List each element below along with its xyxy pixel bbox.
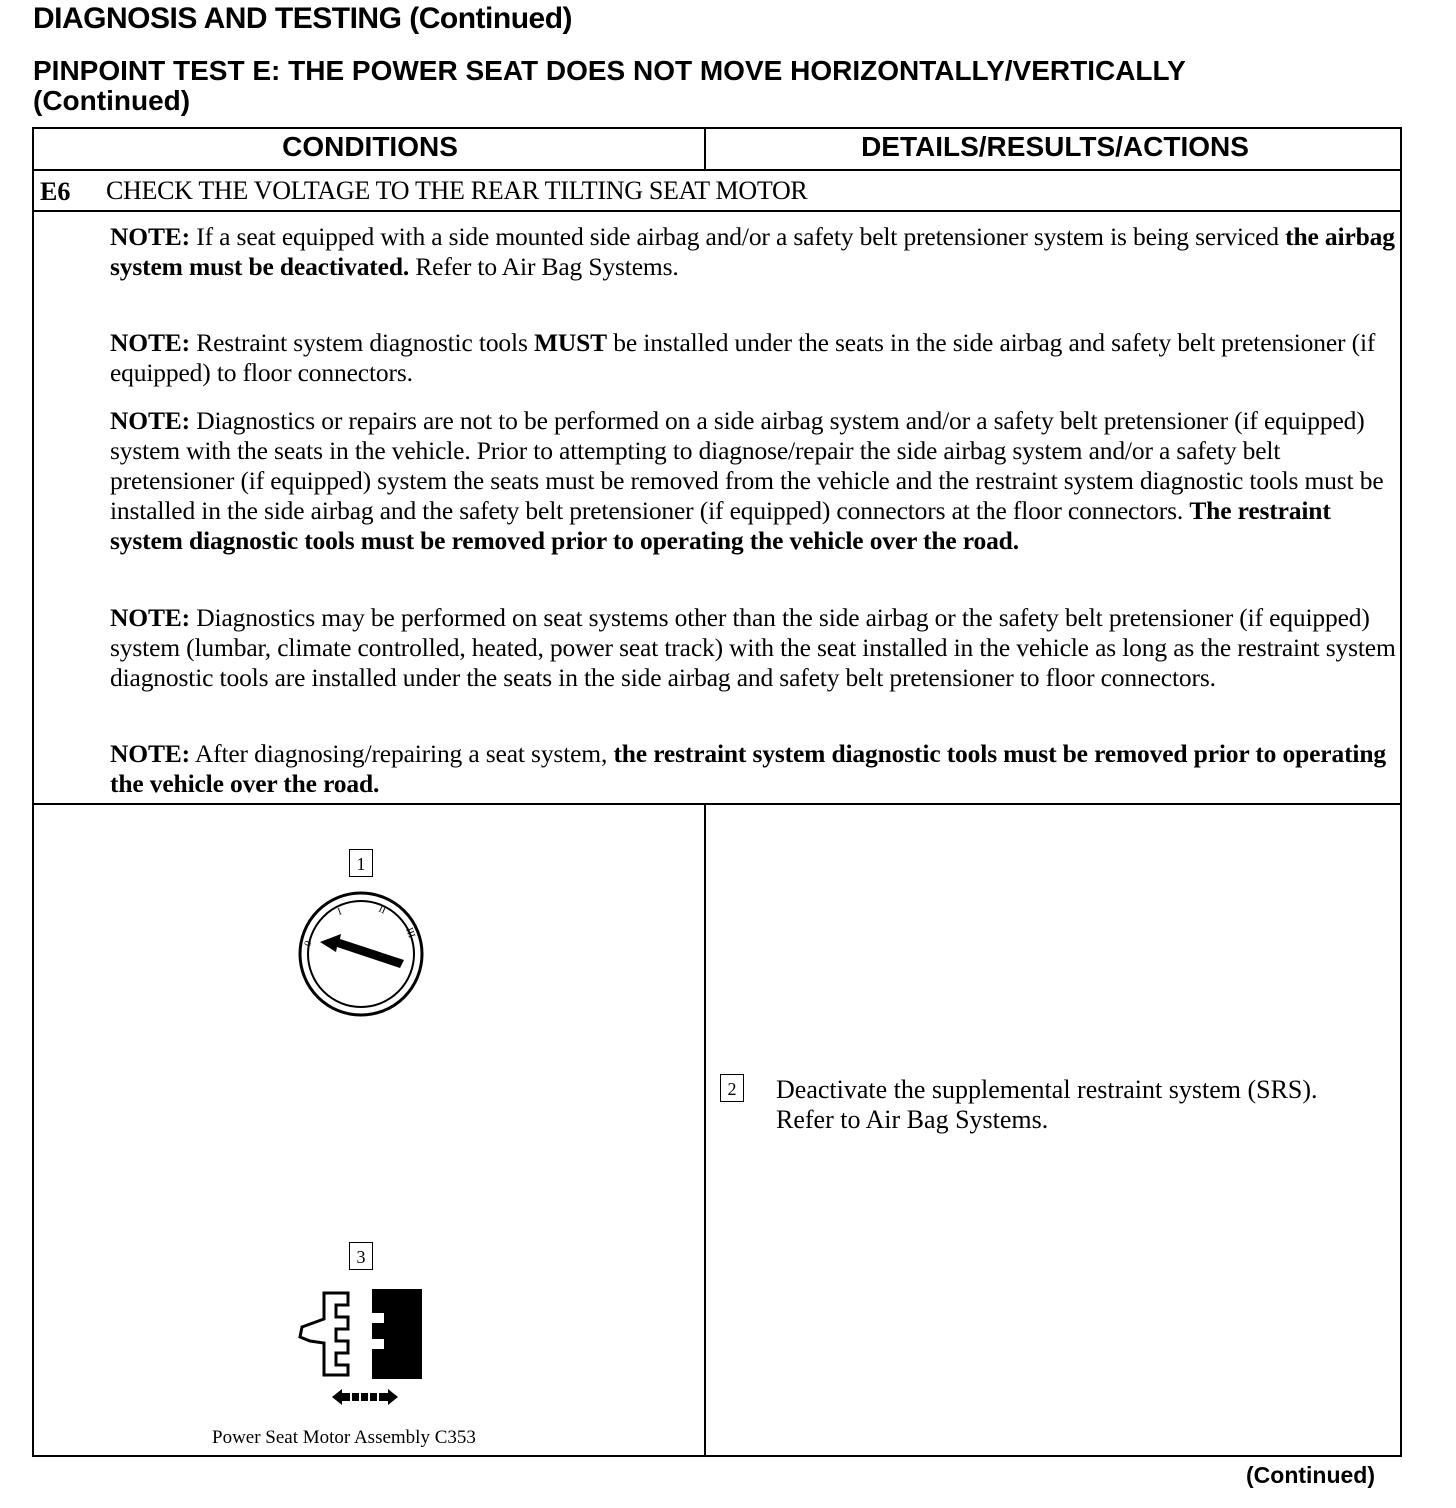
connector-icon [296, 1279, 436, 1414]
note-label: NOTE: [110, 328, 191, 357]
ignition-position-0: 0 [302, 939, 315, 949]
ignition-position-3: III [403, 926, 417, 940]
pinpoint-test-table [32, 127, 1402, 1457]
note-text: Diagnostics may be performed on seat systems other than the side airbag or the safety belt pretensioner (if equipped) system (lumbar, climate controlled, heated, power seat track) with the seat installed in the vehicle as long as the restraint system diagnostic tools are installed under the seats in the side airbag and safety belt pretensioner to floor connectors. [110, 603, 1396, 692]
note-2 [110, 328, 1402, 388]
note-bold-text: MUST [533, 328, 608, 357]
ignition-position-2: II [376, 903, 388, 917]
callout-2: 2 [720, 1074, 744, 1102]
step-rule [34, 210, 1400, 212]
note-text: If a seat equipped with a side mounted side airbag and/or a safety belt pretensioner system is being serviced [196, 222, 1279, 251]
figure-caption: Power Seat Motor Assembly C353 [212, 1427, 476, 1448]
note-1 [110, 222, 1402, 282]
test-title-line-1: PINPOINT TEST E: THE POWER SEAT DOES NOT MOVE HORIZONTALLY/VERTICALLY [33, 55, 1186, 86]
step-title: CHECK THE VOLTAGE TO THE REAR TILTING SEAT MOTOR [106, 176, 808, 205]
note-5 [110, 739, 1402, 799]
note-text: After diagnosing/repairing a seat system, [194, 739, 608, 768]
test-title-line-2: (Continued) [33, 85, 191, 116]
note-label: NOTE: [110, 739, 191, 768]
note-3 [110, 406, 1402, 556]
step-id: E6 [40, 177, 71, 206]
note-label: NOTE: [110, 406, 191, 435]
continued-footer: (Continued) [1246, 1462, 1376, 1488]
note-label: NOTE: [110, 222, 191, 251]
callout-1: 1 [349, 849, 373, 877]
ignition-position-1: I [336, 906, 344, 918]
action-text: Deactivate the supplemental restraint system (SRS). Refer to Air Bag Systems. [776, 1075, 1318, 1134]
note-text: Diagnostics or repairs are not to be performed on a side airbag system and/or a safety belt pretensioner (if equipped) system with the seats in the vehicle. Prior to attempting to diagnose/repair the side airbag system and/or a safety belt pretensioner (if equipped) system the seats must be removed from the vehicle and the restraint system diagnostic tools must be installed in the side airbag and the safety belt pretensioner (if equipped) connectors at the floor connectors. [110, 406, 1384, 525]
note-label: NOTE: [110, 603, 191, 632]
header-rule [34, 169, 1400, 171]
note-bold-text: the restraint system diagnostic tools must be removed prior to operating the vehicle over the road. [110, 739, 1386, 798]
ignition-switch-icon [296, 889, 426, 1019]
note-text: Refer to Air Bag Systems. [415, 252, 679, 281]
column-header-details: DETAILS/RESULTS/ACTIONS [861, 131, 1249, 162]
column-header-conditions: CONDITIONS [282, 131, 458, 162]
pinpoint-test-title [33, 56, 1186, 116]
page-title: DIAGNOSIS AND TESTING (Continued) [33, 2, 573, 35]
note-text: Restraint system diagnostic tools [196, 328, 528, 357]
note-bold-text: The restraint system diagnostic tools must be removed prior to operating the vehicle over the road. [110, 496, 1331, 555]
note-bold-text: the airbag system must be deactivated. [110, 222, 1395, 281]
note-4 [110, 603, 1402, 693]
content-divider [704, 803, 706, 1457]
callout-3: 3 [349, 1242, 373, 1270]
notes-rule [34, 803, 1400, 805]
note-text: be installed under the seats in the side airbag and safety belt pretensioner (if equipped) to floor connectors. [110, 328, 1376, 387]
